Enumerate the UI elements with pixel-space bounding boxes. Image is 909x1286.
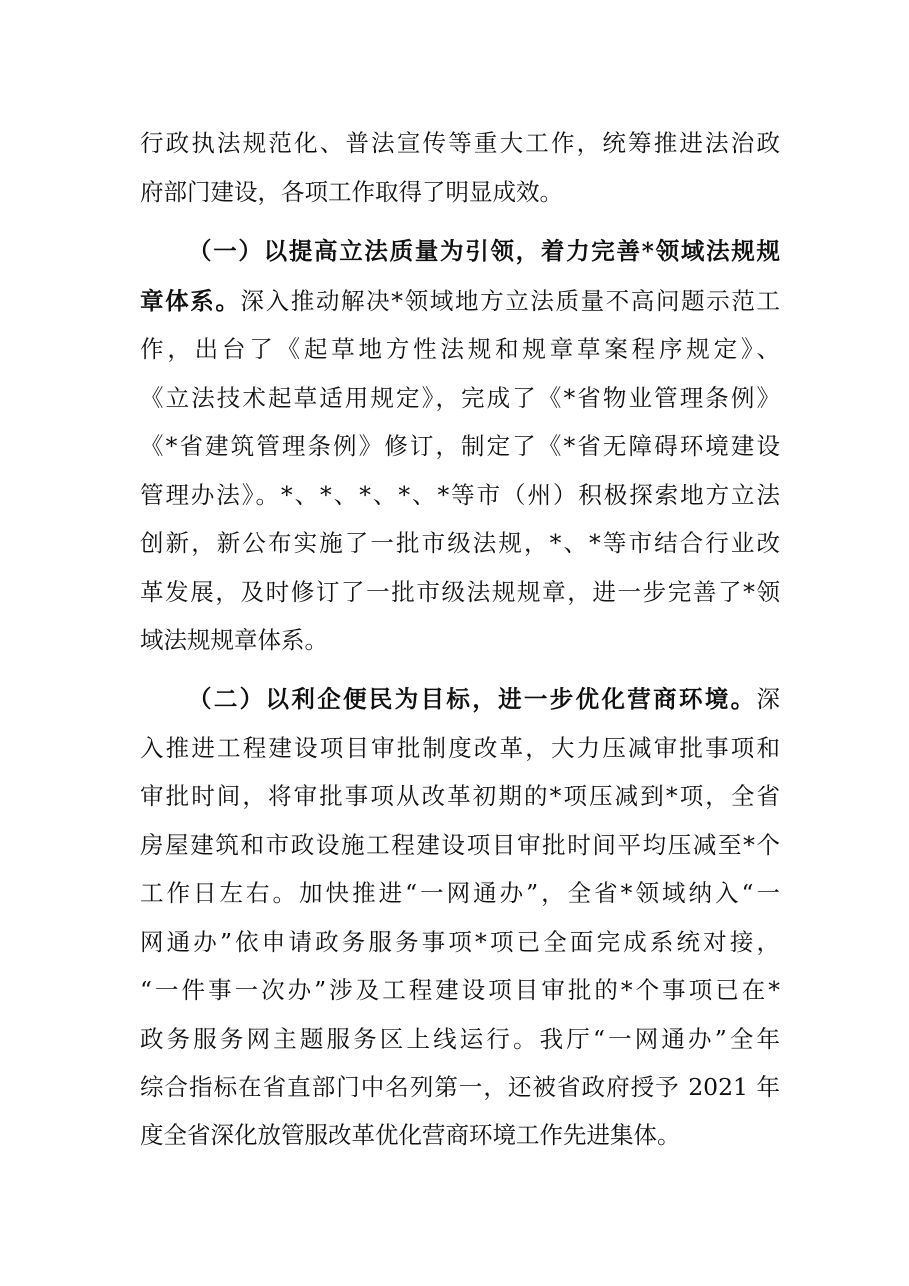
text-line: 房屋建筑和市政设施工程建设项目审批时间平均压减至*个 [140, 831, 780, 859]
text-line: “一件事一次办”涉及工程建设项目审批的*个事项已在* [140, 976, 780, 1004]
text-line: 作，出台了《起草地方性法规和规章草案程序规定》、 [140, 335, 780, 363]
text-line: 入推进工程建设项目审批制度改革，大力压减审批事项和 [140, 734, 780, 762]
text-line: 管理办法》。*、*、*、*、*等市（州）积极探索地方立法 [140, 481, 780, 509]
text-line: 创新，新公布实施了一批市级法规，*、*等市结合行业改 [140, 529, 780, 557]
text-line: 府部门建设，各项工作取得了明显成效。 [140, 178, 563, 206]
text-line: 度全省深化放管服改革优化营商环境工作先进集体。 [140, 1121, 681, 1149]
text-line: 行政执法规范化、普法宣传等重大工作，统筹推进法治政 [140, 129, 780, 157]
text-line: 工作日左右。加快推进“一网通办”，全省*领域纳入“一 [140, 879, 780, 907]
text-line [188, 684, 780, 714]
text-line: 政务服务网主题服务区上线运行。我厅“一网通办”全年 [140, 1025, 780, 1053]
paragraph-text: 深 [756, 685, 780, 713]
paragraph-text: 深入推动解决*领域地方立法质量不高问题示范工 [240, 287, 781, 315]
section-heading-2: （二）以利企便民为目标，进一步优化营商环境。 [188, 685, 757, 713]
text-line: 《立法技术起草适用规定》，完成了《*省物业管理条例》 [140, 384, 780, 412]
section-heading-1-end: 章体系。 [140, 287, 241, 315]
text-line: 域法规规章体系。 [140, 626, 328, 654]
text-line: 革发展，及时修订了一批市级法规规章，进一步完善了*领 [140, 578, 780, 606]
text-line: 《*省建筑管理条例》修订，制定了《*省无障碍环境建设 [140, 432, 780, 460]
text-line [140, 286, 780, 316]
text-line: 审批时间，将审批事项从改革初期的*项压减到*项，全省 [140, 782, 780, 810]
text-line: 综合指标在省直部门中名列第一，还被省政府授予 2021 年 [140, 1073, 780, 1101]
text-line: 网通办”依申请政务服务事项*项已全面完成系统对接， [140, 928, 780, 956]
section-heading-1: （一）以提高立法质量为引领，着力完善*领域法规规 [188, 237, 780, 265]
